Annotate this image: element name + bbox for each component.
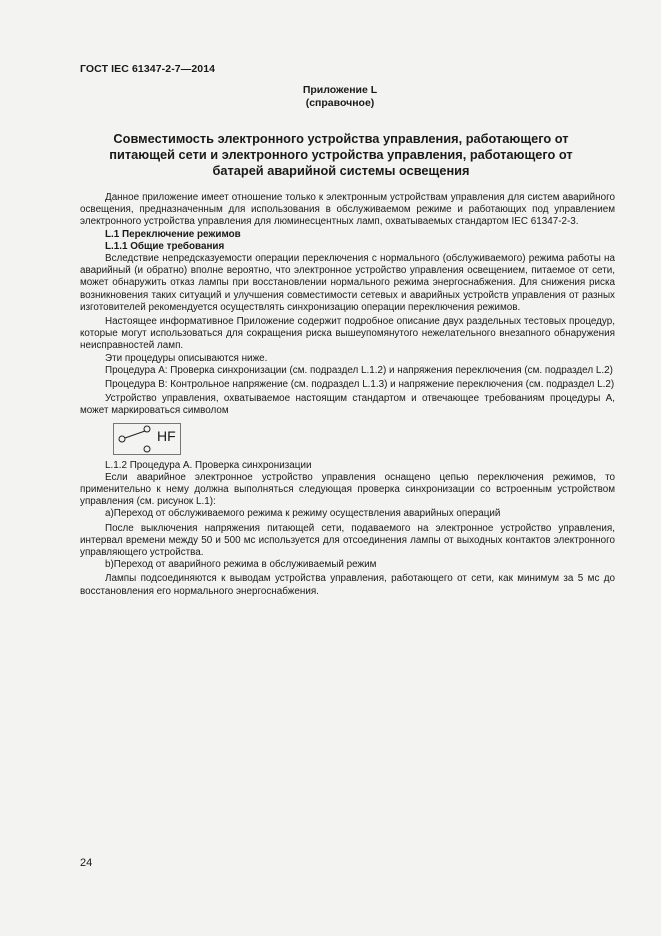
item-a-transition: a)Переход от обслуживаемого режима к режиму осуществления аварийных операций [105, 508, 501, 520]
paragraph-procedures-below: Эти процедуры описываются ниже. [105, 352, 268, 364]
document-code-header: ГОСТ IEC 61347-2-7—2014 [80, 63, 216, 75]
paragraph-marking: Устройство управления, охватываемое настоящим стандартом и отвечающее требованиям процедуры A, может маркироваться символом [80, 393, 615, 417]
paragraph-lamp-connection: Лампы подсоединяются к выводам устройства управления, работающего от сети, как минимум за 5 мс до восстановления его нормального энергоснабжения. [80, 573, 615, 597]
title-line-1: Совместимость электронного устройства управления, работающего от [113, 131, 569, 146]
paragraph-procedure-a: Процедура A: Проверка синхронизации (см. подраздел L.1.2) и напряжения переключения (см. подраздел L.2) [105, 364, 613, 376]
switch-symbol-icon [116, 425, 158, 453]
annex-title [84, 131, 598, 179]
subsection-heading-l11: L.1.1 Общие требования [105, 240, 225, 252]
hf-marking-symbol [113, 423, 181, 455]
annex-label: Приложение L [302, 84, 378, 96]
paragraph-switching: Вследствие непредсказуемости операции переключения с нормального (обслуживаемого) режима работы на аварийный (и обратно) вполне вероятно, что электронное устройство управления освещением, питаемое от сети, может обнаружить отказ лампы при восстановлении нормального режима энергоснабжения. Для снижения риска возникновения таких ситуаций и улучшения совместимости сетевых и аварийных устройств управления от разных изготовителей рекомендуется осуществлять синхронизацию операции переключения режимов. [80, 253, 615, 313]
annex-heading [240, 84, 440, 110]
intro-paragraph: Данное приложение имеет отношение только к электронным устройствам управления для систем аварийного освещения, предназначенным для использования в обслуживаемом режиме и работающих под управлением электронного устройства управления для люминесцентных ламп, охватываемых стандартом IEC 61347-2-3. [80, 192, 615, 228]
section-heading-l1: L.1 Переключение режимов [105, 228, 241, 240]
title-line-3: батарей аварийной системы освещения [212, 163, 470, 178]
annex-body [80, 192, 615, 598]
hf-symbol-label: HF [157, 427, 176, 444]
paragraph-sync-check: Если аварийное электронное устройство управления оснащено цепью переключения режимов, то применительно к нему должна выполняться следующая проверка синхронизации со встроенным устройством управления (см. рисунок L.1): [80, 471, 615, 508]
page-number: 24 [80, 857, 93, 869]
subsection-heading-l12: L.1.2 Процедура A. Проверка синхронизации [105, 459, 312, 471]
paragraph-procedures-intro: Настоящее информативное Приложение содержит подробное описание двух раздельных тестовых процедур, которые могут использоваться для сокращения риска вышеупомянутого нежелательного внезапного обнаружения неисправностей ламп. [80, 316, 615, 352]
paragraph-procedure-b: Процедура B: Контрольное напряжение (см. подраздел L.1.3) и напряжение переключения (см. подраздел L.2) [105, 379, 615, 391]
annex-type: (справочное) [305, 97, 375, 109]
title-line-2: питающей сети и электронного устройства управления, работающего от [109, 147, 573, 162]
paragraph-disconnect-interval: После выключения напряжения питающей сети, подаваемого на электронное устройство управления, интервал времени между 50 и 500 мс используется для отсоединения лампы от выходных контактов электронного управляющего устройства. [80, 522, 615, 559]
item-b-transition: b)Переход от аварийного режима в обслуживаемый режим [105, 559, 377, 571]
